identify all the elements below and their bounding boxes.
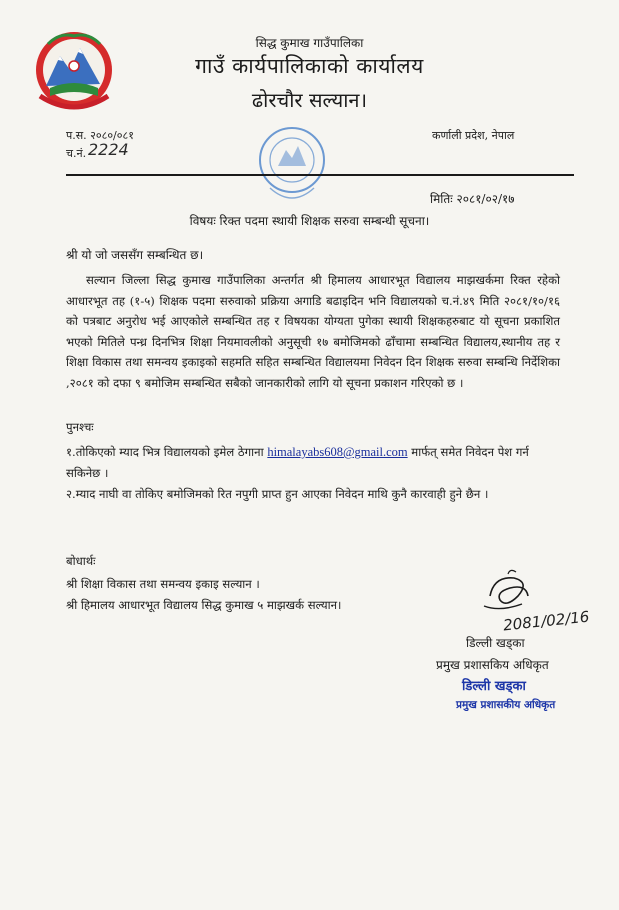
- org-subtitle: सिद्ध कुमाख गाउँपालिका: [255, 36, 364, 50]
- letter-date: मितिः २०८१/०२/१७: [430, 192, 515, 206]
- postscript-label: पुनश्चः: [66, 420, 94, 434]
- chalani-label: च.नं.: [66, 147, 87, 160]
- postscript-point-2: २.म्याद नाघी वा तोकिए बमोजिमको रित नपुगी प्राप्त हुन आएका निवेदन माथि कुनै कारवाही हुने छैन ।: [66, 487, 489, 501]
- signature-date: 2081/02/16: [502, 607, 591, 635]
- cc-item: श्री हिमालय आधारभूत विद्यालय सिद्ध कुमाख ५ माझखर्क सल्यान।: [66, 597, 342, 612]
- org-place: ढोरचौर सल्यान।: [251, 88, 368, 112]
- stamp-name: डिल्ली खड्का: [462, 679, 526, 694]
- org-title: गाउँ कार्यपालिकाको कार्यालय: [195, 54, 424, 78]
- office-seal-icon: [244, 116, 340, 212]
- header-divider: [66, 174, 574, 176]
- letter-salutation: श्री यो जो जससँग सम्बन्धित छ।: [66, 248, 204, 262]
- point-1-text-before: १.तोकिएको म्याद भित्र विद्यालयको इमेल ठेगाना: [66, 445, 268, 459]
- signer-name: डिल्ली खड्का: [466, 636, 525, 650]
- letter-subject: विषयः रिक्त पदमा स्थायी शिक्षक सरुवा सम्बन्धी सूचना।: [189, 214, 430, 228]
- school-email-link[interactable]: himalayabs608@gmail.com: [267, 445, 408, 459]
- letter-body: सल्यान जिल्ला सिद्ध कुमाख गाउँपालिका अन्तर्गत श्री हिमालय आधारभूत विद्यालय माझखर्कमा रिक्त रहेको आधारभूत तह (१-५) शिक्षक पदमा सरुवाको प्रक्रिया अगाडि बढाइदिन भनि विद्यालयको च.नं.४९ मिति २०८१/१०/१६ को पत्रबाट अनुरोध भई आएकोले सम्बन्धित तह र विषयका योग्यता पुगेका स्थायी शिक्षकहरुबाट यो सूचना प्रकाशित भएको मितिले पन्ध्र दिनभित्र शिक्षा नियमावलीको अनुसूची १७ बमोजिमको ढाँचामा सम्बन्धित विद्यालय,स्थानीय तह र शिक्षा विकास तथा समन्वय इकाइको सहमति सहित सम्बन्धित विद्यालयमा निवेदन दिन शिक्षक सरुवा सम्बन्धि निर्देशिका ,२०८१ को दफा ९ बमोजिम सम्बन्धित सबैको जानकारीको लागि यो सूचना प्रकाशन गरिएको छ ।: [66, 273, 560, 390]
- patra-sankhya: प.स. २०८०/०८१: [66, 129, 134, 142]
- signer-role: प्रमुख प्रशासकिय अधिकृत: [436, 658, 549, 672]
- province-label: कर्णाली प्रदेश, नेपाल: [432, 129, 515, 142]
- stamp-role: प्रमुख प्रशासकीय अधिकृत: [456, 699, 556, 711]
- cc-item: श्री शिक्षा विकास तथा समन्वय इकाइ सल्यान ।: [66, 577, 260, 591]
- cc-list: [66, 574, 341, 615]
- chalani-number: 2224: [88, 140, 129, 159]
- cc-title: बोधार्थः: [66, 554, 96, 568]
- postscript-point-1: [66, 442, 560, 483]
- point-1-text-after: मार्फत् समेत निवेदन पेश गर्न सकिनेछ ।: [66, 445, 529, 480]
